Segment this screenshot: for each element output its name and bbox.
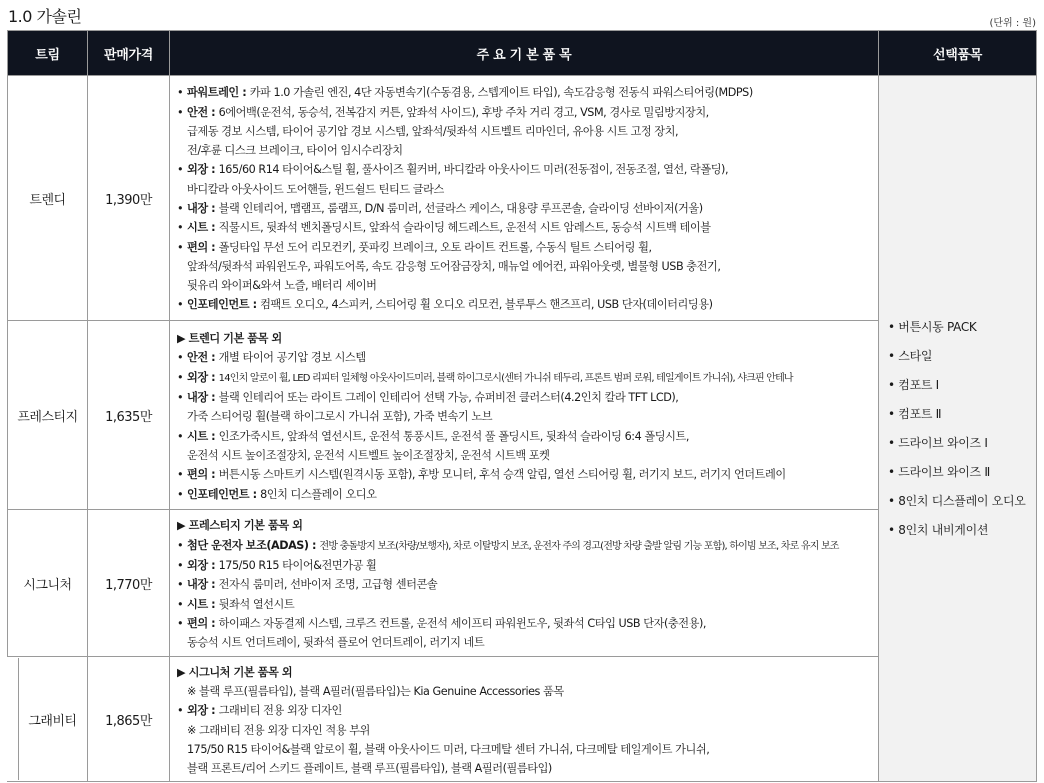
column-header-trim: 트림: [8, 31, 88, 76]
feature-line: ▶ 트렌디 기본 품목 외: [177, 332, 282, 346]
unit-note: (단위 : 원): [989, 18, 1036, 29]
trim-name-label: 그래비티: [18, 658, 86, 780]
option-item: • 드라이브 와이즈 Ⅰ: [888, 435, 988, 450]
bullet-icon: •: [177, 391, 184, 405]
feature-text: 하이패스 자동결제 시스템, 크루즈 컨트롤, 운전석 세이프티 파워윈도우, 뒷좌석 C타입 USB 단자(충전용),: [218, 616, 706, 630]
option-item: • 드라이브 와이즈 Ⅱ: [888, 464, 990, 479]
option-item: • 스타일: [888, 348, 933, 363]
feature-line: [177, 388, 874, 407]
bullet-icon: •: [177, 487, 184, 501]
feature-list: [170, 510, 879, 657]
feature-category: 외장 :: [187, 370, 219, 384]
trim-price-table: [7, 30, 1037, 782]
feature-text: 컴팩트 오디오, 4스피커, 스티어링 휠 오디오 리모컨, 블루투스 핸즈프리, USB 단자(데이터리딩용): [260, 298, 713, 312]
feature-line: 앞좌석/뒷좌석 파워윈도우, 파워도어록, 속도 감응형 도어잠금장치, 매뉴얼 에어컨, 파워아웃렛, 별물형 USB 충전기,: [187, 259, 721, 273]
feature-category: 외장 :: [187, 559, 219, 573]
feature-line: [177, 348, 874, 367]
feature-line: ※ 그래비티 전용 외장 디자인 적용 부위: [187, 723, 370, 737]
feature-line: [177, 238, 874, 257]
trim-name: [8, 657, 88, 782]
bullet-icon: •: [177, 202, 184, 215]
bullet-icon: •: [177, 370, 184, 384]
feature-line: ▶ 프레스티지 기본 품목 외: [177, 519, 303, 533]
bullet-icon: •: [177, 429, 184, 443]
feature-category: 내장 :: [187, 202, 219, 215]
feature-text: 인조가죽시트, 앞좌석 열선시트, 운전석 통풍시트, 운전석 풀 폴딩시트, 뒷좌석 슬라이딩 6:4 폴딩시트,: [218, 429, 689, 443]
bullet-icon: •: [177, 538, 184, 552]
feature-text: 전자식 룸미러, 선바이저 조명, 고급형 센터콘솔: [218, 578, 438, 592]
feature-category: 편의 :: [187, 468, 219, 482]
option-item: • 버튼시동 PACK: [888, 319, 977, 334]
feature-category: 안전 :: [187, 351, 219, 365]
feature-category: 편의 :: [187, 616, 219, 630]
bullet-icon: •: [177, 298, 184, 312]
feature-category: 안전 :: [187, 105, 219, 119]
feature-category: 인포테인먼트 :: [187, 487, 261, 501]
trim-price: 1,770만: [88, 510, 170, 657]
feature-line: [177, 427, 874, 446]
feature-text: 카파 1.0 가솔린 엔진, 4단 자동변속기(수동겸용, 스텝게이트 타입), 속도감응형 전동식 파워스티어링(MDPS): [249, 86, 753, 100]
options-items: [888, 313, 1036, 545]
feature-text: 그래비티 전용 외장 디자인: [218, 704, 342, 718]
table-header-row: [8, 31, 1037, 76]
feature-text: 6에어백(운전석, 동승석, 전복감지 커튼, 앞좌석 사이드), 후방 주차 거리 경고, VSM, 경사로 밀림방지장치,: [218, 105, 709, 119]
feature-category: 외장 :: [187, 704, 219, 718]
bullet-icon: •: [177, 616, 184, 630]
feature-line: [177, 595, 874, 614]
feature-line: 운전석 시트 높이조절장치, 운전석 시트벨트 높이조절장치, 운전석 시트백 포켓: [187, 448, 550, 462]
feature-line: 급제동 경보 시스템, 타이어 공기압 경보 시스템, 앞좌석/뒷좌석 시트벨트 리마인더, 유아용 시트 고정 장치,: [187, 124, 679, 138]
bullet-icon: •: [177, 704, 184, 718]
page-title: 1.0 가솔린: [8, 7, 82, 26]
option-item: • 8인치 내비게이션: [888, 522, 989, 537]
bullet-icon: •: [177, 163, 184, 177]
feature-line: [177, 368, 874, 388]
column-header-price: 판매가격: [88, 31, 170, 76]
feature-text: 폴딩타입 무선 도어 리모컨키, 풋파킹 브레이크, 오토 라이트 컨트롤, 수동식 틸트 스티어링 휠,: [218, 240, 652, 254]
feature-category: 시트 :: [187, 597, 219, 611]
trim-price: 1,390만: [88, 76, 170, 321]
feature-category: 외장 :: [187, 163, 219, 177]
feature-line: 뒷유리 와이퍼&와셔 노즐, 배터리 세이버: [187, 279, 377, 293]
feature-line: [177, 199, 874, 218]
column-header-options: 선택품목: [879, 31, 1037, 76]
feature-category: 파워트레인 :: [187, 86, 250, 100]
feature-category: 첨단 운전자 보조(ADAS) :: [187, 538, 320, 552]
feature-line: [177, 701, 874, 720]
trim-name: 프레스티지: [8, 321, 88, 510]
bullet-icon: •: [177, 559, 184, 573]
feature-line: ※ 블랙 루프(필름타입), 블랙 A필러(필름타입)는 Kia Genuine Accessories 품목: [187, 684, 564, 698]
feature-text: 개별 타이어 공기압 경보 시스템: [218, 351, 366, 365]
feature-category: 편의 :: [187, 240, 219, 254]
feature-text: 전방 충돌방지 보조(차량/보행자), 차로 이탈방지 보조, 운전자 주의 경고(전방 차량 출발 알림 기능 포함), 하이빔 보조, 차로 유지 보조: [319, 540, 839, 552]
feature-line: 블랙 프론트/리어 스키드 플레이트, 블랙 루프(필름타입), 블랙 A필러(필름타입): [187, 762, 552, 776]
table-row-trendy: [8, 76, 1037, 321]
feature-category: 인포테인먼트 :: [187, 298, 261, 312]
column-header-features: 주 요 기 본 품 목: [170, 31, 879, 76]
feature-text: 직물시트, 뒷좌석 벤치폴딩시트, 앞좌석 슬라이딩 헤드레스트, 운전석 시트 암레스트, 동승석 시트백 테이블: [218, 221, 711, 235]
feature-category: 시트 :: [187, 429, 219, 443]
feature-list: [170, 657, 879, 782]
bullet-icon: •: [177, 578, 184, 592]
feature-line: 가죽 스티어링 휠(블랙 하이그로시 가니쉬 포함), 가죽 변속기 노브: [187, 410, 493, 424]
feature-text: 165/60 R14 타이어&스틸 휠, 풀사이즈 휠커버, 바디칼라 아웃사이드 미러(전동접이, 전동조절, 열선, 락폴딩),: [218, 163, 729, 177]
feature-category: 내장 :: [187, 391, 219, 405]
bullet-icon: •: [177, 240, 184, 254]
feature-text: 175/50 R15 타이어&전면가공 휠: [218, 559, 377, 573]
feature-line: [177, 218, 874, 237]
feature-list: [170, 76, 879, 321]
bullet-icon: •: [177, 86, 184, 100]
bullet-icon: •: [177, 597, 184, 611]
feature-line: [177, 556, 874, 575]
feature-category: 내장 :: [187, 578, 219, 592]
option-item: • 컴포트 Ⅰ: [888, 377, 939, 392]
bullet-icon: •: [177, 351, 184, 365]
options-list: [879, 76, 1037, 782]
feature-category: 시트 :: [187, 221, 219, 235]
trim-price: 1,635만: [88, 321, 170, 510]
feature-text: 뒷좌석 열선시트: [218, 597, 295, 611]
feature-line: 전/후륜 디스크 브레이크, 타이어 임시수리장치: [187, 144, 403, 158]
feature-text: 14인치 알로이 휠, LED 리피터 일체형 아웃사이드미러, 블랙 하이그로시(센터 가니쉬 테두리, 프론트 범퍼 로워, 테일게이트 가니쉬), 샤크핀 안테나: [218, 372, 793, 384]
feature-line: ▶ 시그니처 기본 품목 외: [177, 665, 293, 679]
bullet-icon: •: [177, 105, 184, 119]
feature-line: [177, 83, 874, 102]
bullet-icon: •: [177, 468, 184, 482]
feature-line: [177, 614, 874, 633]
feature-line: [177, 160, 874, 179]
feature-line: [177, 103, 874, 122]
feature-text: 8인치 디스플레이 오디오: [260, 487, 377, 501]
option-item: • 8인치 디스플레이 오디오: [888, 493, 1026, 508]
feature-line: 175/50 R15 타이어&블랙 알로이 휠, 블랙 아웃사이드 미러, 다크메탈 센터 가니쉬, 다크메탈 테일게이트 가니쉬,: [187, 742, 710, 756]
feature-text: 버튼시동 스마트키 시스템(원격시동 포함), 후방 모니터, 후석 승객 알림, 열선 스티어링 휠, 러기지 보드, 러기지 언더트레이: [218, 468, 786, 482]
trim-name: 시그니처: [8, 510, 88, 657]
feature-line: 바디칼라 아웃사이드 도어핸들, 윈드쉴드 틴티드 글라스: [187, 182, 444, 196]
feature-list: [170, 321, 879, 510]
option-item: • 컴포트 Ⅱ: [888, 406, 942, 421]
feature-line: [177, 465, 874, 484]
feature-line: [177, 485, 874, 504]
feature-text: 블랙 인테리어, 맵램프, 룸램프, D/N 룸미러, 선글라스 케이스, 대용량 루프콘솔, 슬라이딩 선바이저(거울): [218, 202, 703, 215]
feature-line: [177, 575, 874, 594]
feature-line: 동승석 시트 언더트레이, 뒷좌석 플로어 언더트레이, 러기지 네트: [187, 636, 485, 650]
feature-line: [177, 295, 874, 314]
feature-line: [177, 536, 874, 556]
trim-price: 1,865만: [88, 657, 170, 782]
bullet-icon: •: [177, 221, 184, 235]
trim-name: 트렌디: [8, 76, 88, 321]
feature-text: 블랙 인테리어 또는 라이트 그레이 인테리어 선택 가능, 슈퍼비전 클러스터(4.2인치 칼라 TFT LCD),: [218, 391, 679, 405]
